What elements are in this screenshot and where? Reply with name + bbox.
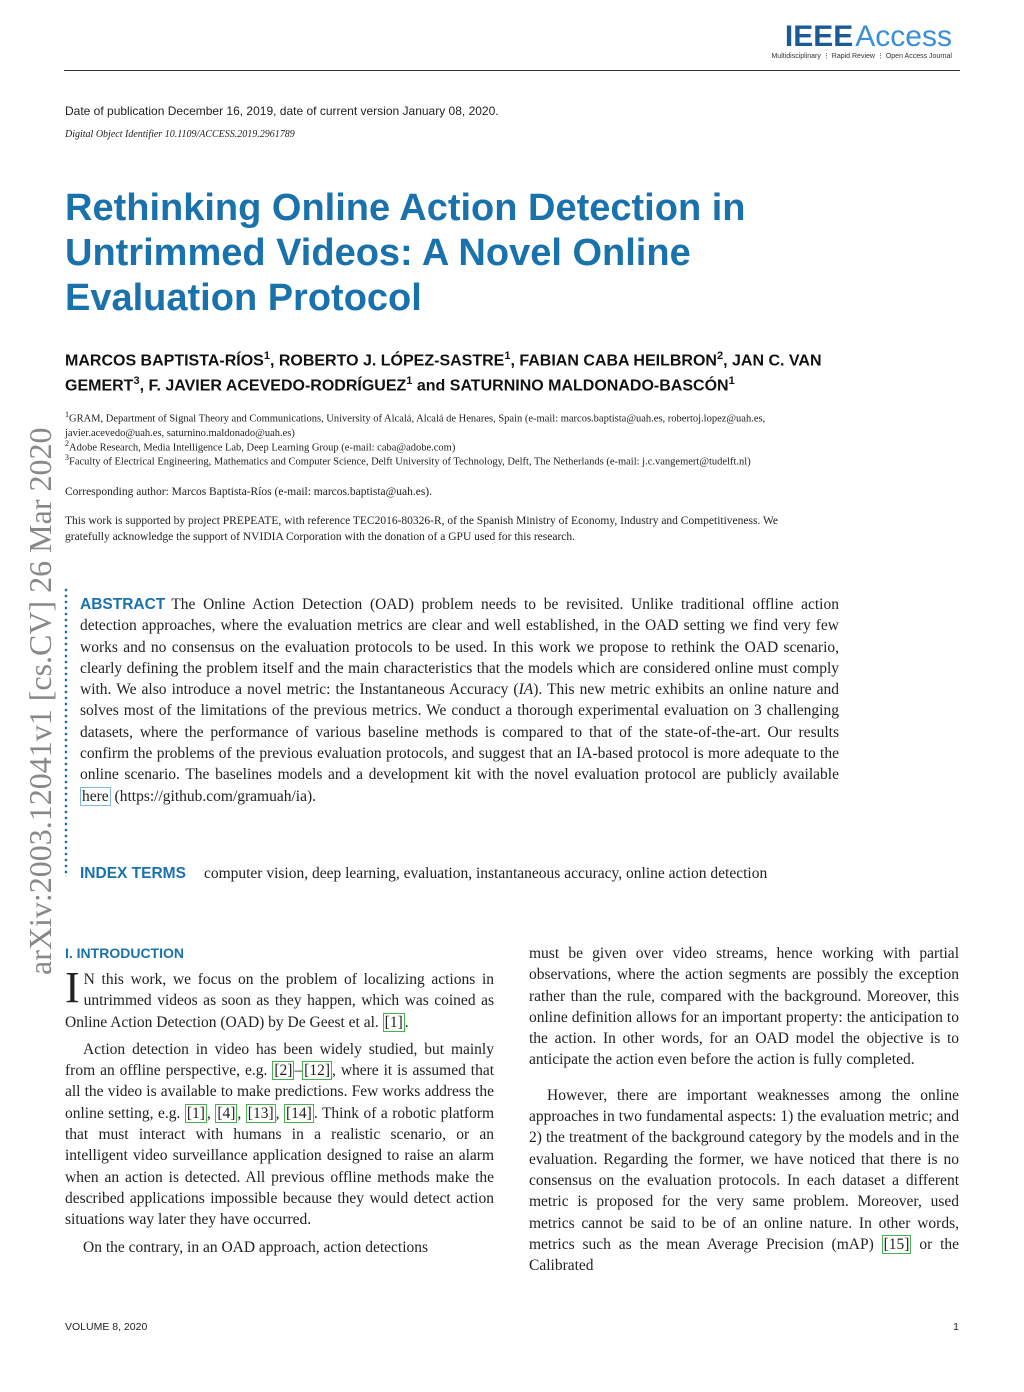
citation-link[interactable]: [15] <box>883 1235 910 1253</box>
author-name: MARCOS BAPTISTA-RÍOS <box>65 352 264 370</box>
punctuation: – <box>294 1062 303 1080</box>
paragraph-text: must be given over video streams, hence working with partial observations, where the action segments are possibly the exception rather than the rule, compared with the background. Moreover, this online definition allows for an important property: the anticipation to the action. In other words, for an OAD model the objective is to anticipate the action even before the action is fully completed. <box>529 945 959 1069</box>
paragraph-text: Action detection in video has been widely studied, but mainly from an offline perspective, e.g. <box>65 1040 494 1080</box>
footer-volume: VOLUME 8, 2020 <box>65 1321 148 1333</box>
paragraph-text: . Think of a robotic platform that must interact with humans in a realistic scenario, or an intelligent video surveillance application designed to raise an alarm when an action is detected. All previous offline methods make the described applications impossible because they would detect action situations way later they have occurred. <box>65 1104 495 1229</box>
affiliation-text: GRAM, Department of Signal Theory and Communications, University of Alcalá, Alcalá de Henares, Spain (e-mail: marcos.baptista@uah.es, robertoj.lopez@uah.es, javier.acevedo@uah.es, saturnino.maldonado@uah.es) <box>65 413 766 439</box>
logo-tagline: Multidisciplinary ⋮ Rapid Review ⋮ Open Access Journal <box>771 53 952 60</box>
corresponding-author: Corresponding author: Marcos Baptista-Ríos (e-mail: marcos.baptista@uah.es). <box>65 486 433 498</box>
drop-cap: I <box>65 963 80 1012</box>
affiliation-text: Adobe Research, Media Intelligence Lab, Deep Learning Group (e-mail: caba@adobe.com) <box>69 442 456 454</box>
paper-title: Rethinking Online Action Detection in Untrimmed Videos: A Novel Online Evaluation Protocol <box>65 187 746 319</box>
doi: Digital Object Identifier 10.1109/ACCESS.2019.2961789 <box>65 129 295 140</box>
author-affiliation-mark: 1 <box>406 375 413 388</box>
punctuation: , <box>275 1104 280 1122</box>
author-name: FABIAN CABA HEILBRON <box>519 352 717 370</box>
author-affiliation-mark: 1 <box>728 375 735 388</box>
header-divider <box>64 70 960 71</box>
logo-access: Access <box>855 20 952 53</box>
author-conjunction: and <box>416 377 446 395</box>
punctuation: , <box>206 1104 211 1122</box>
code-link[interactable]: here <box>82 787 109 805</box>
left-column <box>65 963 495 1264</box>
index-terms-label: INDEX TERMS <box>80 865 186 882</box>
paragraph-text: However, there are important weaknesses among the online approaches in two fundamental aspects: 1) the evaluation metric; and 2) the treatment of the background category by the models and in the evaluation. Regarding the former, we have noticed that there is no consensus on the evaluation protocols. In each dataset a different metric is proposed for the very same problem. Moreover, used metrics cannot be said to be of an online nature. In other words, metrics such as the mean Average Precision (mAP) <box>529 1086 959 1253</box>
author-affiliation-mark: 2 <box>716 350 724 362</box>
affiliation-mark: 1 <box>65 410 69 419</box>
abstract-text: (https://github.com/gramuah/ia). <box>114 787 317 805</box>
author-name: SATURNINO MALDONADO-BASCÓN <box>449 377 729 395</box>
abstract-math: IA <box>518 681 534 699</box>
arxiv-stamp: arXiv:2003.12041v1 [cs.CV] 26 Mar 2020 <box>22 427 58 975</box>
author-affiliation-mark: 1 <box>263 350 270 362</box>
paragraph <box>65 963 494 1033</box>
index-terms <box>80 863 839 884</box>
abstract-text: The Online Action Detection (OAD) problem needs to be revisited. Unlike traditional offline action detection approaches, where the evaluation metrics are clear and well established, in the OAD setting we find very few works and no consensus on the evaluation protocols to be used. In this work we propose to rethink the OAD scenario, clearly defining the problem itself and the main characteristics that the models which are considered online must comply with. We also introduce a novel metric: the Instantaneous Accuracy ( <box>80 596 839 699</box>
abstract-side-bar <box>64 587 68 877</box>
logo-ieee: IEEE <box>784 20 854 53</box>
citation-link[interactable]: [14] <box>286 1104 312 1122</box>
citation-link[interactable]: [12] <box>304 1062 330 1080</box>
affiliation-text: Faculty of Electrical Engineering, Mathematics and Computer Science, Delft University of Technology, Delft, The Netherlands (e-mail: j.c.vangemert@tudelft.nl) <box>69 456 751 468</box>
paragraph <box>529 1085 959 1277</box>
affiliation-mark: 2 <box>65 439 69 448</box>
right-column <box>529 943 959 1282</box>
paragraph <box>65 1039 494 1231</box>
author-affiliation-mark: 1 <box>504 350 511 362</box>
paragraph <box>65 1237 494 1258</box>
abstract-text: ). This new metric exhibits an online nature and solves most of the limitations of the previous metrics. We conduct a thorough experimental evaluation on 3 challenging datasets, where the performance of various baseline methods is compared to that of the state-of-the-art. Our results confirm the problems of the previous evaluation protocols, and suggest that an IA-based protocol is more adequate to the online scenario. The baselines models and a development kit with the novel evaluation protocol are publicly available <box>80 681 839 784</box>
journal-logo <box>771 20 952 60</box>
author-name: JAN C. VAN GEMERT <box>65 352 822 395</box>
abstract-label: ABSTRACT <box>80 596 166 613</box>
publication-date: Date of publication December 16, 2019, date of current version January 08, 2020. <box>65 104 499 118</box>
funding-note: This work is supported by project PREPEATE, with reference TEC2016-80326-R, of the Spanish Ministry of Economy, Industry and Competitiveness. We gratefully acknowledge the support of NVIDIA Corporation with the donation of a GPU used for this research. <box>65 515 779 543</box>
paragraph-text: On the contrary, in an OAD approach, action detections <box>83 1238 429 1256</box>
paragraph <box>529 943 959 1071</box>
author-list: MARCOS BAPTISTA-RÍOS$^1$, ROBERTO J. LÓPEZ-SASTRE$^1$, FABIAN CABA HEILBRON$^2$, JAN C. VAN GEMERT$^3$, F. JAVIER ACEVEDO-RODRÍGUEZ$^1$ and SATURNINO MALDONADO-BASCÓN$^1$ <box>65 350 822 395</box>
author-affiliation-mark: 3 <box>133 375 140 388</box>
punctuation: . <box>404 1013 409 1031</box>
paragraph-text: , where it is assumed that all the video is available to make predictions. Few works address the online setting, e.g. <box>65 1062 495 1122</box>
punctuation: , <box>237 1104 242 1122</box>
affiliation <box>65 408 795 441</box>
abstract <box>80 594 839 807</box>
affiliation-mark: 3 <box>65 453 69 462</box>
page-number: 1 <box>953 1321 959 1333</box>
affiliation <box>65 451 795 470</box>
citation-link[interactable]: [1] <box>384 1013 403 1031</box>
paragraph-text: or the Calibrated <box>529 1235 960 1275</box>
paragraph-text: N this work, we focus on the problem of localizing actions in untrimmed videos as soon as they happen, which was coined as Online Action Detection (OAD) by De Geest et al. <box>65 971 494 1031</box>
author-name: ROBERTO J. LÓPEZ-SASTRE <box>278 352 505 370</box>
citation-link[interactable]: [4] <box>217 1104 236 1122</box>
citation-link[interactable]: [2] <box>274 1062 293 1080</box>
section-heading: I. INTRODUCTION <box>65 945 184 961</box>
index-terms-text: computer vision, deep learning, evaluation, instantaneous accuracy, online action detection <box>203 865 768 882</box>
author-name: F. JAVIER ACEVEDO-RODRÍGUEZ <box>148 377 407 395</box>
citation-link[interactable]: [1] <box>186 1104 205 1122</box>
citation-link[interactable]: [13] <box>247 1104 274 1122</box>
